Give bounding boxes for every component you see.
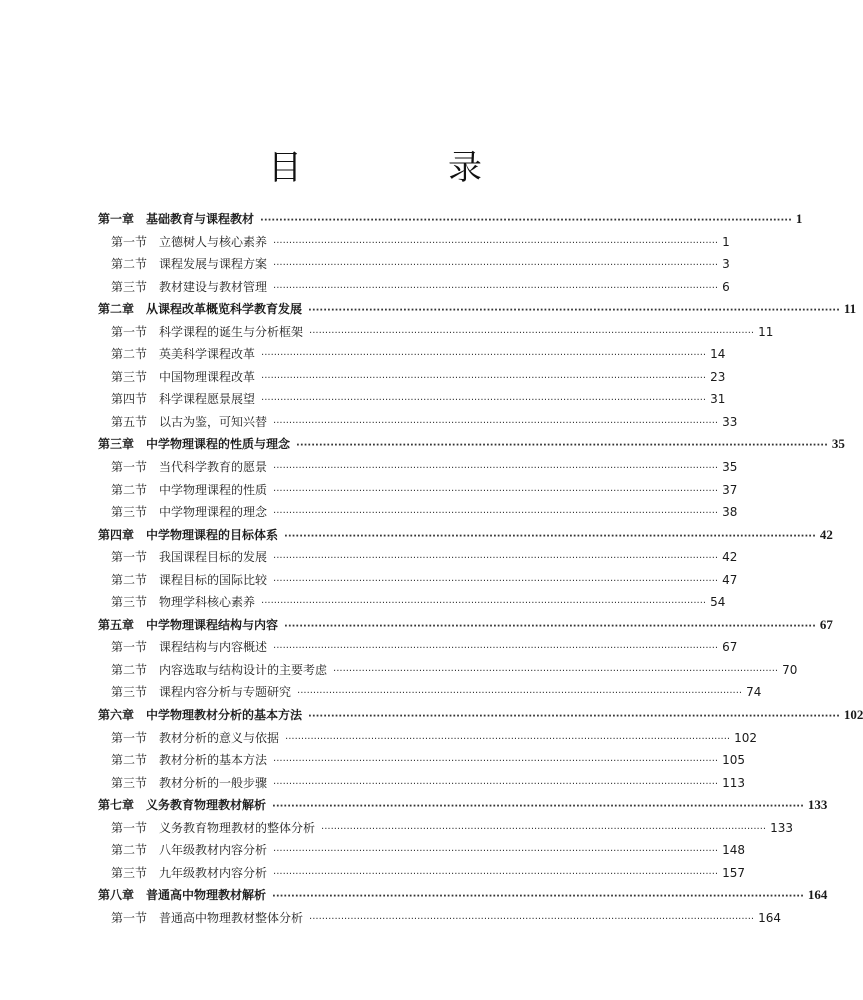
toc-entry-title: 中学物理课程的目标体系 xyxy=(146,527,279,542)
dot-leader: ············································································································································ xyxy=(261,598,707,610)
dot-leader: ············································································································································ xyxy=(308,305,840,317)
toc-section-entry xyxy=(98,501,738,524)
toc-entry-page-number: 102 xyxy=(843,707,863,723)
toc-section-entry xyxy=(98,479,738,502)
toc-chapter-entry xyxy=(98,884,828,907)
toc-section-entry xyxy=(98,321,774,344)
toc-entry-page-number: 37 xyxy=(722,482,738,497)
toc-section-entry xyxy=(98,839,745,862)
toc-entry-title: 中学物理课程结构与内容 xyxy=(146,617,279,632)
toc-entry-page-number: 11 xyxy=(843,301,857,317)
toc-section-entry xyxy=(98,253,730,276)
toc-entry-page-number: 67 xyxy=(722,640,738,655)
toc-entry-label: 第三节 xyxy=(111,369,148,384)
toc-entry-title: 九年级教材内容分析 xyxy=(159,865,268,880)
toc-entry-title: 普通高中物理教材整体分析 xyxy=(159,910,304,925)
toc-entry-page-number: 47 xyxy=(722,572,738,587)
toc-entry-title: 义务教育物理教材解析 xyxy=(146,798,267,813)
toc-entry-page-number: 11 xyxy=(758,324,774,339)
toc-entry-title: 义务教育物理教材的整体分析 xyxy=(159,820,316,835)
toc-entry-label: 第二节 xyxy=(111,572,148,587)
dot-leader: ············································································································································ xyxy=(273,508,719,520)
toc-entry-label: 第二节 xyxy=(111,482,148,497)
toc-section-entry xyxy=(98,862,745,885)
toc-entry-title: 基础教育与课程教材 xyxy=(146,212,255,226)
toc-entry-page-number: 157 xyxy=(722,865,745,880)
toc-entry-page-number: 67 xyxy=(819,616,833,632)
dot-leader: ············································································································································ xyxy=(273,868,719,880)
toc-entry-label: 第六章 xyxy=(98,708,135,723)
toc-entry-page-number: 70 xyxy=(782,662,798,677)
dot-leader: ············································································································································ xyxy=(333,665,779,677)
toc-entry-page-number: 164 xyxy=(758,910,781,925)
toc-entry-page-number: 6 xyxy=(722,279,730,294)
toc-entry-title: 从课程改革概览科学教育发展 xyxy=(146,302,303,317)
toc-entry-title: 教材分析的意义与依据 xyxy=(159,730,280,745)
toc-entry-page-number: 105 xyxy=(722,753,745,768)
toc-entry-label: 第八章 xyxy=(98,888,135,903)
toc-section-entry xyxy=(98,456,738,479)
dot-leader: ············································································································································ xyxy=(273,553,719,565)
toc-entry-page-number: 35 xyxy=(831,436,845,452)
toc-section-entry xyxy=(98,659,798,682)
toc-entry-title: 课程发展与课程方案 xyxy=(159,257,268,272)
dot-leader: ············································································································································ xyxy=(273,643,719,655)
toc-entry-title: 八年级教材内容分析 xyxy=(159,843,268,858)
toc-chapter-entry xyxy=(98,298,857,321)
toc-entry-label: 第一节 xyxy=(111,550,148,565)
toc-entry-label: 第二节 xyxy=(111,662,148,677)
toc-section-entry xyxy=(98,772,745,795)
toc-entry-title: 课程内容分析与专题研究 xyxy=(159,685,292,700)
toc-section-entry xyxy=(98,388,726,411)
dot-leader: ············································································································································ xyxy=(309,327,755,339)
dot-leader: ············································································································································ xyxy=(261,372,707,384)
toc-entry-page-number: 164 xyxy=(807,887,828,903)
toc-chapter-entry xyxy=(98,704,863,727)
toc-chapter-entry xyxy=(98,794,828,817)
dot-leader: ············································································································································ xyxy=(273,485,719,497)
toc-entry-label: 第一节 xyxy=(111,234,148,249)
toc-section-entry xyxy=(98,276,730,299)
toc-section-entry xyxy=(98,591,726,614)
toc-entry-label: 第二节 xyxy=(111,843,148,858)
toc-entry-page-number: 3 xyxy=(722,257,730,272)
toc-entry-page-number: 14 xyxy=(710,347,726,362)
toc-entry-label: 第五章 xyxy=(98,617,135,632)
toc-entry-label: 第二节 xyxy=(111,257,148,272)
toc-entry-label: 第一节 xyxy=(111,460,148,475)
dot-leader: ············································································································································ xyxy=(297,688,743,700)
toc-section-entry xyxy=(98,411,738,434)
toc-section-entry xyxy=(98,343,726,366)
dot-leader: ············································································································································ xyxy=(261,395,707,407)
toc-entry-title: 以古为鉴，可知兴替 xyxy=(159,414,268,429)
toc-section-entry xyxy=(98,749,745,772)
toc-entry-title: 内容选取与结构设计的主要考虑 xyxy=(159,662,328,677)
toc-entry-label: 第三节 xyxy=(111,505,148,520)
toc-entry-title: 中学物理课程的性质 xyxy=(159,482,268,497)
toc-entry-page-number: 133 xyxy=(770,820,793,835)
dot-leader: ············································································································································ xyxy=(284,620,816,632)
toc-entry-title: 当代科学教育的愿景 xyxy=(159,460,268,475)
toc-entry-title: 中国物理课程改革 xyxy=(159,369,256,384)
toc-entry-label: 第三章 xyxy=(98,437,135,452)
dot-leader: ············································································································································ xyxy=(273,778,719,790)
toc-entry-title: 教材分析的基本方法 xyxy=(159,753,268,768)
toc-entry-title: 物理学科核心素养 xyxy=(159,595,256,610)
toc-entry-title: 中学物理课程的理念 xyxy=(159,505,268,520)
toc-entry-label: 第四章 xyxy=(98,527,135,542)
dot-leader: ············································································································································ xyxy=(296,440,828,452)
toc-entry-title: 英美科学课程改革 xyxy=(159,347,256,362)
toc-entry-label: 第三节 xyxy=(111,595,148,610)
dot-leader: ············································································································································ xyxy=(273,237,719,249)
dot-leader: ············································································································································ xyxy=(309,913,755,925)
dot-leader: ············································································································································ xyxy=(273,463,719,475)
toc-entry-title: 中学物理课程的性质与理念 xyxy=(146,437,291,452)
toc-entry-label: 第二节 xyxy=(111,347,148,362)
dot-leader: ············································································································································ xyxy=(321,823,767,835)
dot-leader: ············································································································································ xyxy=(273,417,719,429)
toc-entry-page-number: 42 xyxy=(819,526,833,542)
toc-chapter-entry xyxy=(98,614,833,637)
toc-entry-label: 第三节 xyxy=(111,279,148,294)
toc-section-entry xyxy=(98,907,781,930)
toc-chapter-entry xyxy=(98,524,833,547)
toc-entry-page-number: 1 xyxy=(722,234,730,249)
dot-leader: ············································································································································ xyxy=(273,260,719,272)
toc-entry-label: 第三节 xyxy=(111,775,148,790)
toc-entry-label: 第五节 xyxy=(111,414,148,429)
toc-entry-page-number: 54 xyxy=(710,595,726,610)
toc-entry-title: 普通高中物理教材解析 xyxy=(146,888,267,903)
toc-entry-page-number: 1 xyxy=(795,211,803,226)
dot-leader: ············································································································································ xyxy=(273,756,719,768)
dot-leader: ············································································································································ xyxy=(308,711,840,723)
toc-section-entry xyxy=(98,727,757,750)
dot-leader: ············································································································································ xyxy=(273,846,719,858)
toc-entry-title: 教材建设与教材管理 xyxy=(159,279,268,294)
toc-entry-page-number: 42 xyxy=(722,550,738,565)
toc-entry-label: 第一章 xyxy=(98,212,135,226)
toc-entry-page-number: 133 xyxy=(807,797,828,813)
toc-section-entry xyxy=(98,636,738,659)
table-of-contents xyxy=(98,208,863,930)
toc-entry-page-number: 23 xyxy=(710,369,726,384)
toc-entry-label: 第二章 xyxy=(98,302,135,317)
toc-entry-page-number: 38 xyxy=(722,505,738,520)
toc-section-entry xyxy=(98,546,738,569)
toc-entry-label: 第三节 xyxy=(111,685,148,700)
toc-entry-label: 第七章 xyxy=(98,798,135,813)
toc-entry-title: 立德树人与核心素养 xyxy=(159,234,268,249)
toc-entry-label: 第一节 xyxy=(111,910,148,925)
dot-leader: ············································································································································ xyxy=(272,891,804,903)
toc-entry-page-number: 33 xyxy=(722,414,738,429)
toc-section-entry xyxy=(98,681,762,704)
toc-entry-label: 第一节 xyxy=(111,640,148,655)
dot-leader: ············································································································································ xyxy=(285,733,731,745)
toc-entry-page-number: 102 xyxy=(734,730,757,745)
dot-leader: ············································································································································ xyxy=(284,530,816,542)
dot-leader: ············································································································································ xyxy=(273,575,719,587)
toc-entry-title: 课程结构与内容概述 xyxy=(159,640,268,655)
toc-entry-label: 第四节 xyxy=(111,392,148,407)
toc-section-entry xyxy=(98,231,730,254)
toc-entry-page-number: 148 xyxy=(722,843,745,858)
toc-entry-label: 第二节 xyxy=(111,753,148,768)
toc-entry-title: 中学物理教材分析的基本方法 xyxy=(146,708,303,723)
toc-entry-title: 课程目标的国际比较 xyxy=(159,572,268,587)
toc-entry-page-number: 31 xyxy=(710,392,726,407)
toc-entry-title: 科学课程愿景展望 xyxy=(159,392,256,407)
toc-entry-page-number: 74 xyxy=(746,685,762,700)
toc-chapter-entry xyxy=(98,433,845,456)
dot-leader: ············································································································································ xyxy=(260,215,792,226)
page-title: 目 录 xyxy=(268,148,538,188)
toc-entry-label: 第一节 xyxy=(111,730,148,745)
dot-leader: ············································································································································ xyxy=(261,350,707,362)
toc-entry-label: 第三节 xyxy=(111,865,148,880)
toc-entry-title: 我国课程目标的发展 xyxy=(159,550,268,565)
dot-leader: ············································································································································ xyxy=(272,801,804,813)
toc-entry-title: 教材分析的一般步骤 xyxy=(159,775,268,790)
dot-leader: ············································································································································ xyxy=(273,282,719,294)
toc-entry-label: 第一节 xyxy=(111,324,148,339)
toc-entry-title: 科学课程的诞生与分析框架 xyxy=(159,324,304,339)
toc-entry-page-number: 113 xyxy=(722,775,745,790)
toc-entry-page-number: 35 xyxy=(722,460,738,475)
toc-section-entry xyxy=(98,569,738,592)
toc-section-entry xyxy=(98,817,793,840)
toc-entry-label: 第一节 xyxy=(111,820,148,835)
toc-chapter-entry xyxy=(98,208,803,231)
toc-section-entry xyxy=(98,366,726,389)
